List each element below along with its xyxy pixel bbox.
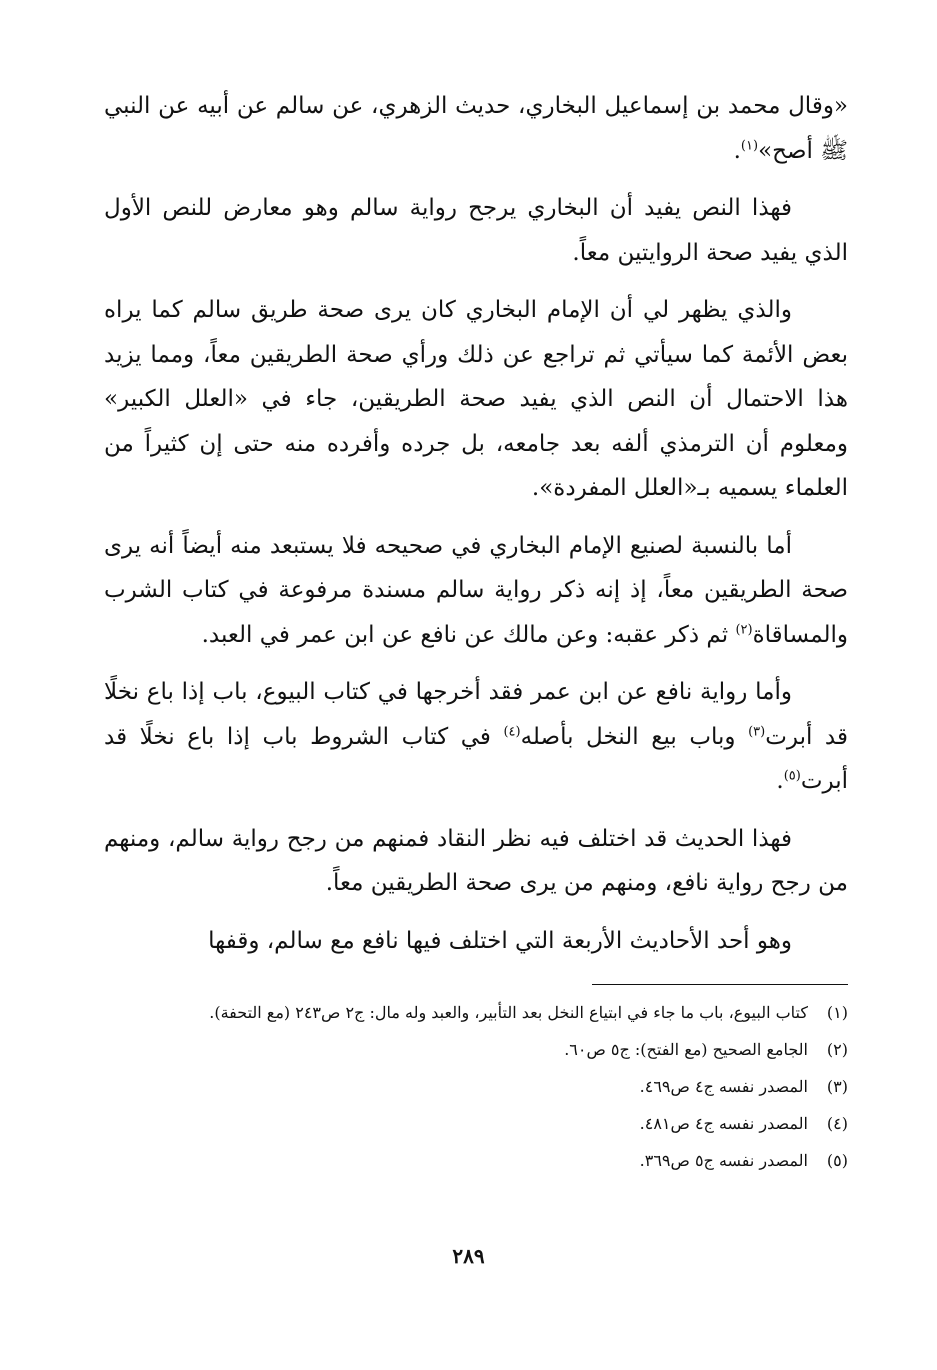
text-run: والذي يظهر لي أن الإمام البخاري كان يرى صحة طريق سالم كما يراه بعض الأئمة كما سيأتي ثم تراجع عن ذلك ورأي صحة الطريقين معاً، ومما يزيد هذا الاحتمال أن النص الذي يفيد صحة الطريقين، جاء في «العلل الكبير» ومعلوم أن الترمذي ألفه بعد جامعه، بل جرده وأفرده منه حتى إن كثيراً من العلماء يسميه بـ«العلل المفردة». <box>104 297 848 501</box>
text-run: فهذا النص يفيد أن البخاري يرجح رواية سالم وهو معارض للنص الأول الذي يفيد صحة الروايتين معاً. <box>104 195 848 266</box>
footnote <box>104 1072 848 1102</box>
text-run: . <box>776 768 784 794</box>
text-run: وباب بيع النخل بأصله <box>520 723 749 750</box>
footnote-marker: (٤) <box>503 723 521 739</box>
footnote-separator <box>592 984 848 985</box>
footnote-marker: (٢) <box>735 621 753 637</box>
text-run: وأما رواية نافع عن ابن عمر فقد أخرجها في كتاب البيوع، باب إذا باع نخلًا قد أبرت <box>104 679 848 750</box>
main-text <box>104 84 848 963</box>
footnote <box>104 1109 848 1139</box>
footnote-text: المصدر نفسه ج٤ ص٤٦٩. <box>639 1077 808 1096</box>
page-number: ٢٨٩ <box>452 1244 485 1268</box>
paragraph <box>104 524 848 658</box>
footnote-number: (٣) <box>826 1077 848 1096</box>
footnote <box>104 998 848 1028</box>
footnote-text: المصدر نفسه ج٤ ص٤٨١. <box>639 1114 808 1133</box>
footnote-number: (١) <box>826 1003 848 1022</box>
text-run: أما بالنسبة لصنيع الإمام البخاري في صحيحه فلا يستبعد منه أيضاً أنه يرى صحة الطريقين معاً، إذ إنه ذكر رواية سالم مسندة مرفوعة في كتاب الشرب والمساقاة <box>104 532 848 648</box>
footnote-text: المصدر نفسه ج٥ ص٣٦٩. <box>639 1151 808 1170</box>
footnote-number: (٥) <box>826 1151 848 1170</box>
text-run: . <box>733 137 741 164</box>
paragraph <box>104 670 848 804</box>
paragraph <box>104 817 848 906</box>
paragraph <box>104 186 848 275</box>
text-run: وهو أحد الأحاديث الأربعة التي اختلف فيها نافع مع سالم، وقفها <box>208 927 792 954</box>
text-run: فهذا الحديث قد اختلف فيه نظر النقاد فمنهم من رجح رواية سالم، ومنهم من رجح رواية نافع، ومنهم من يرى صحة الطريقين معاً. <box>104 825 848 896</box>
text-run: في كتاب الشروط باب إذا باع نخلًا قد أبرت <box>104 723 848 794</box>
paragraph <box>104 84 848 173</box>
footnote-marker: (٣) <box>748 723 766 739</box>
text-run: ثم ذكر عقبه: وعن مالك عن نافع عن ابن عمر في العبد. <box>201 621 736 648</box>
footnote-number: (٢) <box>826 1040 848 1059</box>
footnote <box>104 1146 848 1176</box>
footnote-marker: (١) <box>740 137 759 153</box>
footnote-marker: (٥) <box>783 768 801 784</box>
footnotes <box>104 998 848 1183</box>
footnote <box>104 1035 848 1065</box>
footnote-text: الجامع الصحيح (مع الفتح): ج٥ ص٦٠. <box>564 1040 808 1059</box>
paragraph <box>104 919 848 964</box>
footnote-text: كتاب البيوع، باب ما جاء في ابتياع النخل بعد التأبير، والعبد وله مال: ج٢ ص٢٤٣ (مع التحفة). <box>209 1003 808 1022</box>
text-run: «وقال محمد بن إسماعيل البخاري، حديث الزهري، عن سالم عن أبيه عن النبي ﷺ أصح» <box>104 93 848 164</box>
paragraph <box>104 288 848 511</box>
footnote-number: (٤) <box>826 1114 848 1133</box>
